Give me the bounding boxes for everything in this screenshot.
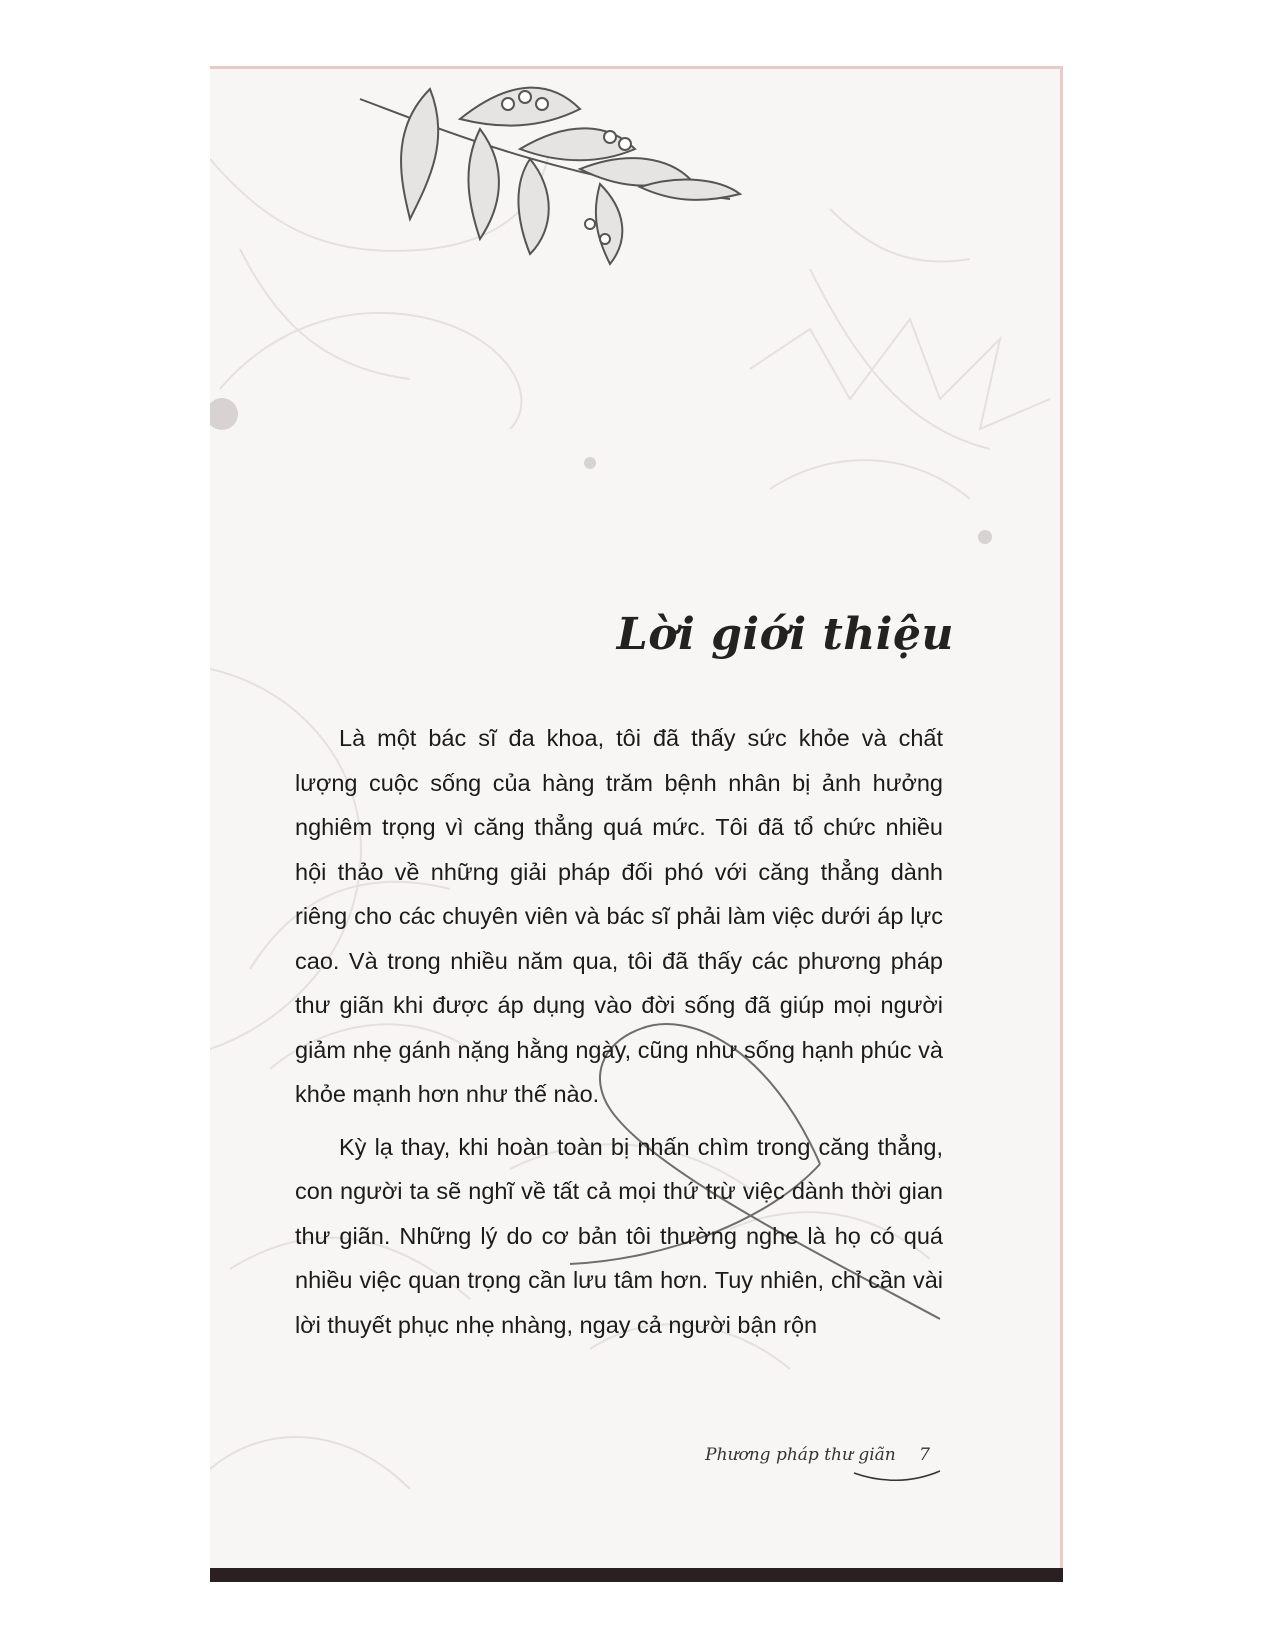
body-text <box>295 716 943 1355</box>
footer-swash-decoration <box>852 1469 942 1485</box>
chapter-title: Lời giới thiệu <box>616 609 954 660</box>
page-bottom-edge <box>210 1568 1063 1582</box>
paragraph: Kỳ lạ thay, khi hoàn toàn bị nhấn chìm trong căng thẳng, con người ta sẽ nghĩ về tất cả mọi thứ trừ việc dành thời gian thư giãn. Những lý do cơ bản tôi thường nghe là họ có quá nhiều việc quan trọng cần lưu tâm hơn. Tuy nhiên, chỉ cần vài lời thuyết phục nhẹ nhàng, ngay cả người bận rộn <box>295 1133 943 1338</box>
page-footer <box>705 1445 930 1465</box>
paragraph: Là một bác sĩ đa khoa, tôi đã thấy sức khỏe và chất lượng cuộc sống của hàng trăm bệnh nhân bị ảnh hưởng nghiêm trọng vì căng thẳng quá mức. Tôi đã tổ chức nhiều hội thảo về những giải pháp đối phó với căng thẳng dành riêng cho các chuyên viên và bác sĩ phải làm việc dưới áp lực cao. Và trong nhiều năm qua, tôi đã thấy các phương pháp thư giãn khi được áp dụng vào đời sống đã giúp mọi người giảm nhẹ gánh nặng hằng ngày, cũng như sống hạnh phúc và khỏe mạnh hơn như thế nào. <box>295 725 943 1107</box>
running-footer-title: Phương pháp thư giãn <box>705 1445 896 1465</box>
book-page <box>210 66 1063 1579</box>
leaf-sprig-decoration <box>280 69 780 269</box>
page-number: 7 <box>919 1445 930 1465</box>
